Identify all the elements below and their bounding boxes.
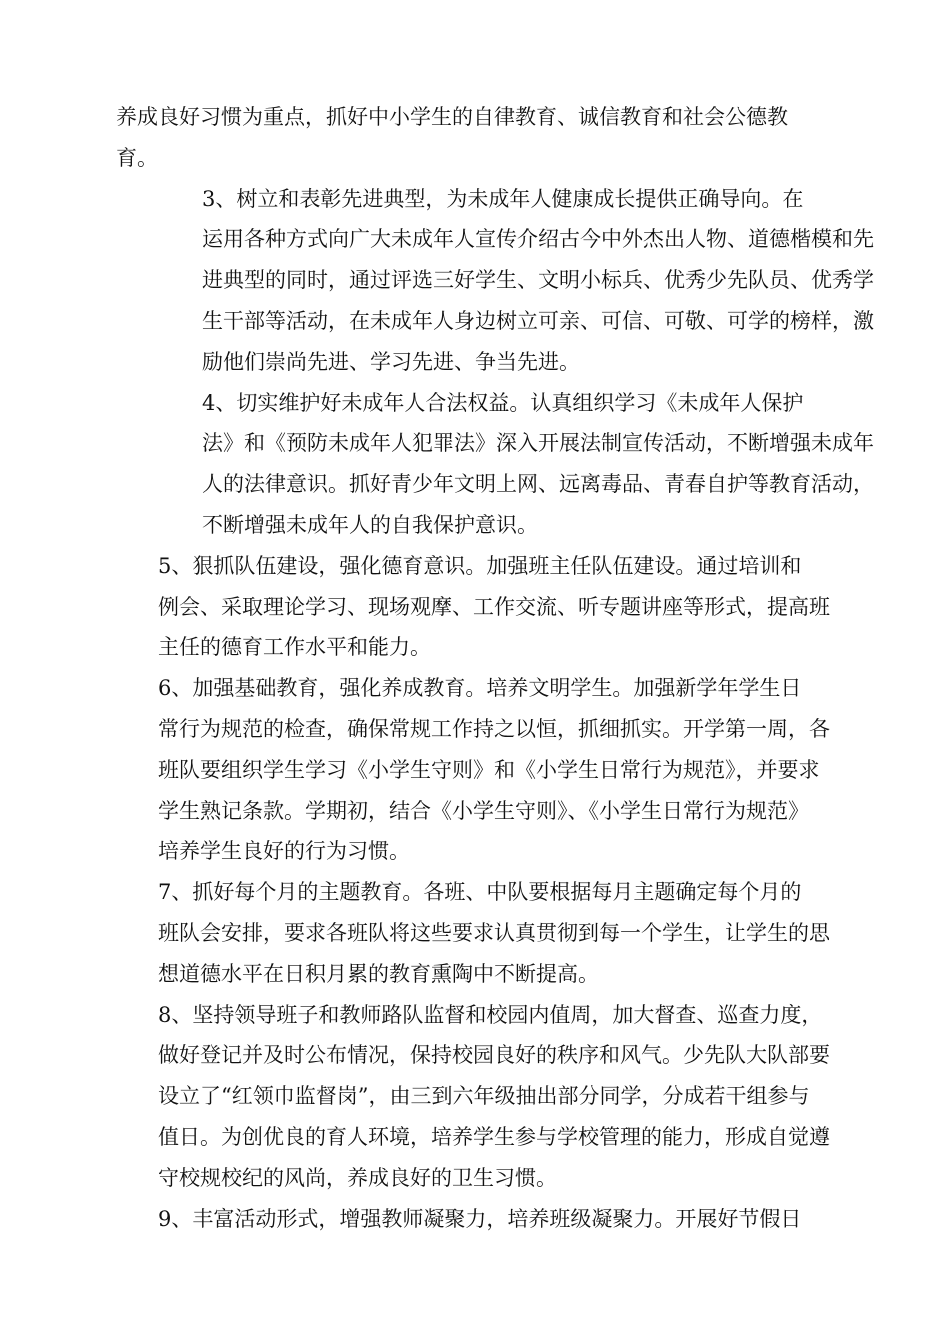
text-line: 8、坚持领导班子和教师路队监督和校园内值周，加大督查、巡查力度， — [158, 1002, 823, 1027]
paragraph — [116, 1199, 846, 1240]
text-line: 培养学生良好的行为习惯。 — [158, 839, 410, 864]
text-line: 人的法律意识。抓好青少年文明上网、远离毒品、青春自护等教育活动， — [202, 472, 874, 497]
text-line: 励他们崇尚先进、学习先进、争当先进。 — [202, 349, 580, 374]
text-line: 育。 — [116, 145, 158, 170]
text-line: 学生熟记条款。学期初，结合《小学生守则》、《小学生日常行为规范》 — [158, 798, 809, 823]
paragraph — [116, 995, 846, 1199]
text-line: 养成良好习惯为重点，抓好中小学生的自律教育、诚信教育和社会公德教 — [116, 105, 788, 129]
text-line: 常行为规范的检查，确保常规工作持之以恒，抓细抓实。开学第一周，各 — [158, 716, 830, 741]
text-line: 6、加强基础教育，强化养成教育。培养文明学生。加强新学年学生日 — [158, 676, 802, 701]
paragraph — [116, 872, 846, 994]
paragraph — [116, 383, 874, 546]
text-line: 3、树立和表彰先进典型，为未成年人健康成长提供正确导向。在 — [202, 186, 804, 211]
document-body — [116, 97, 874, 1239]
text-line: 5、狠抓队伍建设，强化德育意识。加强班主任队伍建设。通过培训和 — [158, 553, 802, 578]
text-line: 4、切实维护好未成年人合法权益。认真组织学习《未成年人保护 — [202, 390, 804, 415]
text-line: 进典型的同时，通过评选三好学生、文明小标兵、优秀少先队员、优秀学 — [202, 268, 874, 293]
text-line: 7、抓好每个月的主题教育。各班、中队要根据每月主题确定每个月的 — [158, 880, 802, 905]
text-line: 9、丰富活动形式，增强教师凝聚力，培养班级凝聚力。开展好节假日 — [158, 1206, 802, 1231]
text-line: 值日。为创优良的育人环境，培养学生参与学校管理的能力，形成自觉遵 — [158, 1124, 830, 1149]
text-line: 不断增强未成年人的自我保护意识。 — [202, 512, 538, 537]
text-line: 想道德水平在日积月累的教育熏陶中不断提高。 — [158, 961, 599, 986]
text-line: 设立了“红领巾监督岗”，由三到六年级抽出部分同学，分成若干组参与 — [158, 1084, 810, 1109]
paragraph — [116, 97, 846, 179]
text-line: 主任的德育工作水平和能力。 — [158, 635, 431, 660]
paragraph — [116, 179, 874, 383]
paragraph — [116, 546, 846, 668]
text-line: 例会、采取理论学习、现场观摩、工作交流、听专题讲座等形式，提高班 — [158, 594, 830, 619]
text-line: 班队要组织学生学习《小学生守则》和《小学生日常行为规范》，并要求 — [158, 757, 820, 782]
text-line: 做好登记并及时公布情况，保持校园良好的秩序和风气。少先队大队部要 — [158, 1043, 830, 1068]
text-line: 守校规校纪的风尚，养成良好的卫生习惯。 — [158, 1165, 557, 1190]
text-line: 运用各种方式向广大未成年人宣传介绍古今中外杰出人物、道德楷模和先 — [202, 227, 874, 252]
text-line: 班队会安排，要求各班队将这些要求认真贯彻到每一个学生，让学生的思 — [158, 920, 830, 945]
text-line: 生干部等活动，在未成年人身边树立可亲、可信、可敬、可学的榜样，激 — [202, 308, 874, 333]
text-line: 法》和《预防未成年人犯罪法》深入开展法制宣传活动，不断增强未成年 — [202, 431, 874, 456]
paragraph — [116, 668, 846, 872]
